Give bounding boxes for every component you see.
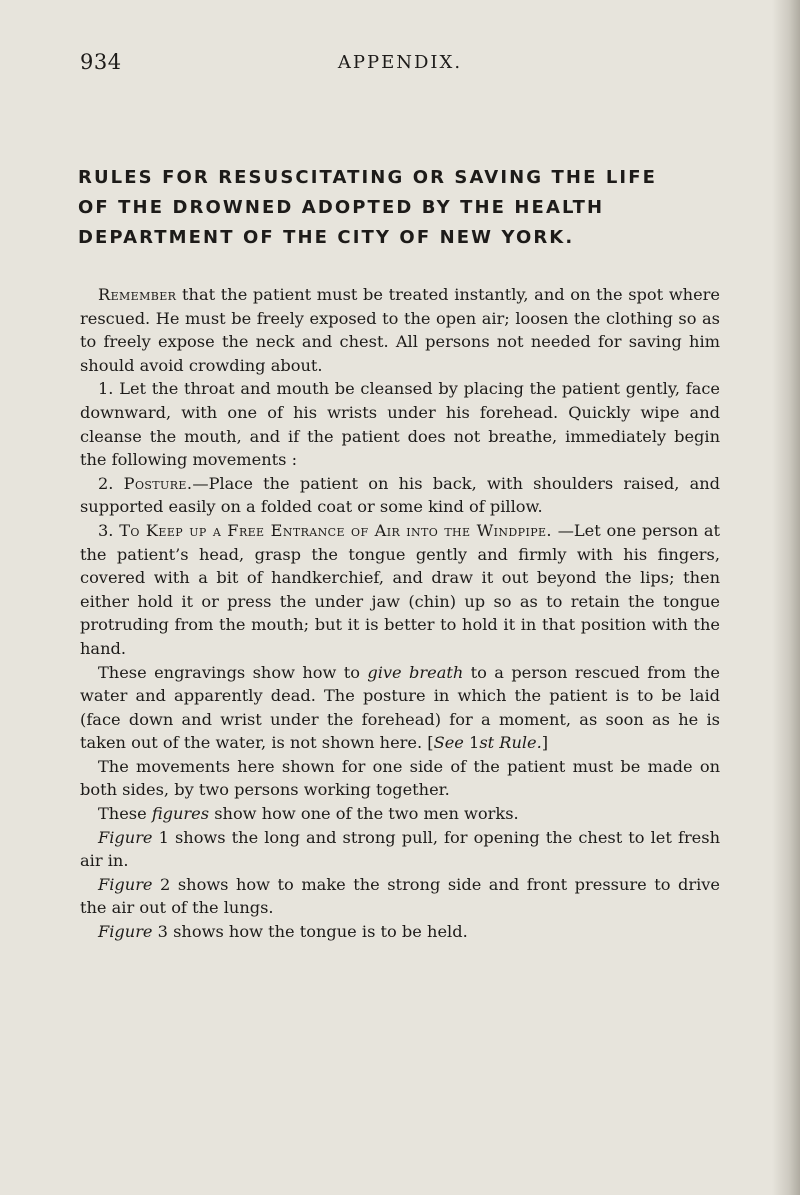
rule-2-number: 2.	[98, 473, 124, 493]
title-line-2: OF THE DROWNED ADOPTED BY THE HEALTH	[78, 197, 605, 218]
these-italic: figures	[151, 804, 210, 824]
remember-text: that the patient must be treated instantly, and on the spot where rescued. He must be freely exposed to the open air; loosen the clothing so as to freely expose the neck and chest. All persons not needed for saving him should avoid crowding about.	[80, 285, 720, 375]
page-header	[80, 50, 720, 80]
engravings-text-b: to a person rescued from the water and apparently dead. The posture in which the patient is to be laid (face down and wrist under the forehead) for a moment, as soon as he is taken out of the water, is not shown here. [	[80, 662, 721, 753]
paragraph-movements	[80, 755, 720, 802]
rule-2-heading: Posture.	[123, 473, 193, 493]
rule-1-text: 1. Let the throat and mouth be cleansed by placing the patient gently, face downward, with one of his wrists under his forehead. Quickly wipe and cleanse the mouth, and if the patient does not breathe, immediately begin the following movements :	[80, 379, 720, 470]
figure-2-text: 2 shows how to make the strong side and front pressure to drive the air out of the lungs.	[80, 874, 720, 918]
paragraph-figure-1	[80, 826, 720, 873]
paragraph-remember	[80, 283, 720, 377]
engravings-rule: st Rule.	[479, 733, 542, 753]
engravings-see: See	[433, 733, 464, 753]
section-title	[78, 163, 728, 253]
body-text	[80, 283, 720, 944]
rule-2-text: —Place the patient on his back, with shoulders raised, and supported easily on a folded coat or some kind of pillow.	[80, 473, 721, 517]
running-head: APPENDIX.	[337, 52, 463, 73]
engravings-italic: give breath	[367, 662, 464, 682]
page-number: 934	[80, 50, 122, 74]
paragraph-engravings	[80, 661, 720, 755]
engravings-text-c: 1	[463, 733, 480, 753]
title-line-3: DEPARTMENT OF THE CITY OF NEW YORK.	[78, 227, 575, 248]
these-text-b: show how one of the two men works.	[209, 804, 519, 824]
paragraph-rule-1	[80, 377, 720, 471]
figure-1-label: Figure	[98, 827, 153, 847]
these-text-a: These	[98, 804, 152, 824]
paragraph-rule-3	[80, 519, 720, 661]
paragraph-figure-2	[80, 873, 720, 920]
engravings-text-d: ]	[541, 733, 549, 753]
figure-3-label: Figure	[98, 922, 153, 942]
rule-3-heading: To Keep up a Free Entrance of Air into the Windpipe.	[119, 520, 552, 540]
paragraph-figure-3	[80, 920, 720, 944]
figure-1-text: 1 shows the long and strong pull, for opening the chest to let fresh air in.	[80, 827, 720, 871]
page-edge-shadow	[772, 0, 800, 1195]
title-line-1: RULES FOR RESUSCITATING OR SAVING THE LIFE	[78, 167, 657, 188]
rule-3-text: —Let one person at the patient’s head, grasp the tongue gently and firmly with his fingers, covered with a bit of handkerchief, and draw it out beyond the lips; then either hold it or press the under jaw (chin) up so as to retain the tongue protruding from the mouth; but it is better to hold it in that position with the hand.	[80, 520, 720, 658]
figure-2-label: Figure	[98, 874, 153, 894]
movements-text: The movements here shown for one side of the patient must be made on both sides, by two persons working together.	[80, 756, 720, 800]
paragraph-these-figures	[80, 802, 720, 826]
rule-3-number: 3.	[98, 520, 120, 540]
figure-3-text: 3 shows how the tongue is to be held.	[152, 922, 468, 942]
paragraph-rule-2	[80, 472, 720, 519]
engravings-text-a: These engravings show how to	[98, 662, 368, 682]
remember-lead: Remember	[98, 285, 177, 304]
